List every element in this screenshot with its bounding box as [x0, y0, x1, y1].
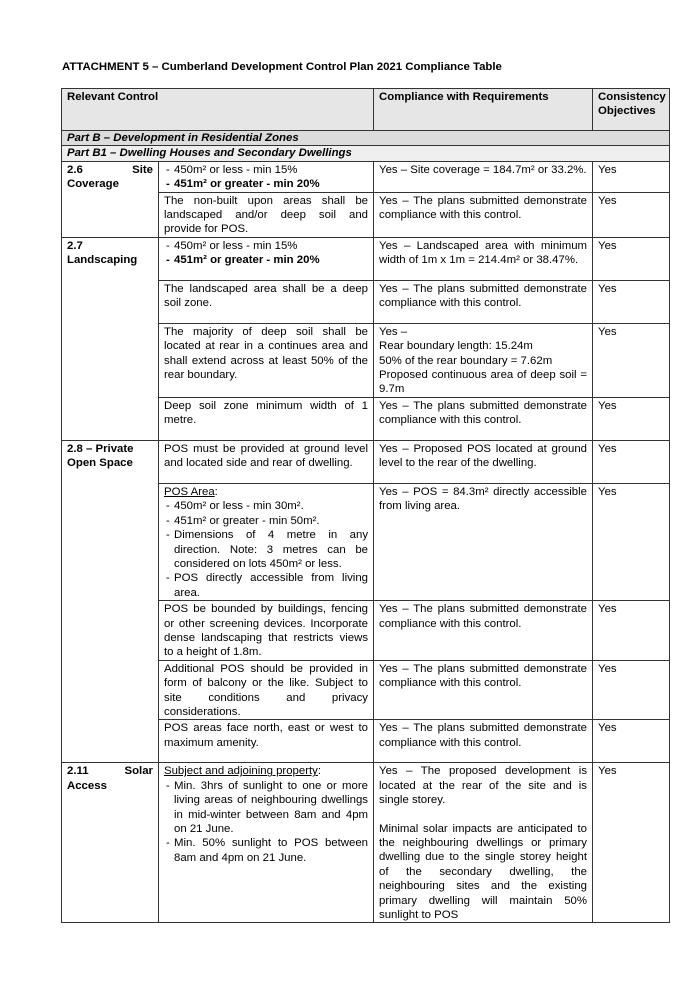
- consistency-cell: Yes: [593, 237, 670, 280]
- requirement-cell: [159, 237, 374, 280]
- compliance-paragraph: Minimal solar impacts are anticipated to the neighbouring dwellings or primary dwelling due to the single storey height of the secondary dwelling, the neighbouring sites and the existing primary dwelling will maintain 50% sunlight to POS: [379, 822, 588, 922]
- requirement-item: - 451m² or greater - min 20%: [164, 253, 368, 267]
- requirement-item: - 451m² or greater - min 20%: [164, 177, 368, 191]
- consistency-cell: Yes: [593, 660, 670, 720]
- compliance-cell: [374, 323, 593, 397]
- requirement-item: - 450m² or less - min 15%: [164, 239, 368, 253]
- control-name-line2: Access: [67, 779, 107, 792]
- compliance-cell: Yes – Site coverage = 184.7m² or 33.2%.: [374, 161, 593, 192]
- requirement-cell: The non-built upon areas shall be landscaped and/or deep soil and provide for POS.: [159, 192, 374, 237]
- table-row: [62, 763, 670, 923]
- compliance-cell: Yes – Proposed POS located at ground level to the rear of the dwelling.: [374, 440, 593, 483]
- section-title: Part B – Development in Residential Zones: [62, 131, 670, 146]
- compliance-table: [61, 88, 670, 923]
- control-name: Solar: [124, 765, 153, 778]
- consistency-cell: Yes: [593, 763, 670, 923]
- section-row: [62, 131, 670, 146]
- header-relevant-control: Relevant Control: [62, 89, 374, 131]
- header-compliance: Compliance with Requirements: [374, 89, 593, 131]
- table-row: [62, 440, 670, 483]
- requirement-cell: POS be bounded by buildings, fencing or other screening devices. Incorporate dense landscaping that restricts views to a height of 1.8m.: [159, 601, 374, 661]
- compliance-line: Rear boundary length: 15.24m: [379, 340, 533, 353]
- requirement-item: - Dimensions of 4 metre in any direction. Note: 3 metres can be considered on lots 450m² or less.: [164, 528, 368, 571]
- consistency-cell: Yes: [593, 161, 670, 192]
- compliance-line: 50% of the rear boundary = 7.62m: [379, 354, 553, 367]
- table-header-row: [62, 89, 670, 131]
- requirement-cell: Additional POS should be provided in form of balcony or the like. Subject to site conditions and privacy considerations.: [159, 660, 374, 720]
- control-landscaping: [62, 237, 159, 440]
- requirement-cell: POS Area: - 450m² or less - min 30m². - 451m² or greater - min 50m². - Dimensions of 4 metre in any direction. Note: 3 metres can be considered on lots 450m² or less. - POS directly accessible from living area.: [159, 483, 374, 600]
- control-private-open-space: [62, 440, 159, 763]
- compliance-line: Proposed continuous area of deep soil = 9.7m: [379, 369, 588, 396]
- requirement-heading: Subject and adjoining property: [164, 765, 318, 778]
- control-name: Landscaping: [67, 254, 138, 267]
- subsection-row: [62, 146, 670, 161]
- consistency-cell: Yes: [593, 720, 670, 763]
- compliance-cell: Yes – The plans submitted demonstrate compliance with this control.: [374, 192, 593, 237]
- control-solar-access: [62, 763, 159, 923]
- requirement-cell: POS areas face north, east or west to maximum amenity.: [159, 720, 374, 763]
- requirement-item: - Min. 50% sunlight to POS between 8am and 4pm on 21 June.: [164, 836, 368, 865]
- control-number: 2.8 – Private: [67, 442, 134, 455]
- compliance-paragraph: Yes – The proposed development is located at the rear of the site and is single storey.: [379, 765, 588, 807]
- compliance-cell: Yes – POS = 84.3m² directly accessible from living area.: [374, 483, 593, 600]
- control-name: Site: [132, 163, 153, 176]
- requirement-heading: POS Area: [164, 485, 215, 498]
- compliance-cell: [374, 763, 593, 923]
- control-site-coverage: [62, 161, 159, 237]
- control-number: 2.11: [67, 765, 89, 778]
- table-row: [62, 237, 670, 280]
- compliance-line: Yes –: [379, 325, 408, 338]
- requirement-cell: Deep soil zone minimum width of 1 metre.: [159, 397, 374, 440]
- table-row: [62, 161, 670, 192]
- header-consistency: Consistency Objectives: [593, 89, 670, 131]
- consistency-cell: Yes: [593, 601, 670, 661]
- control-name-line2: Coverage: [67, 178, 119, 191]
- requirement-item: - 450m² or less - min 15%: [164, 163, 368, 177]
- requirement-cell: The majority of deep soil shall be located at rear in a continues area and shall extend across at least 50% of the rear boundary.: [159, 323, 374, 397]
- requirement-cell: [159, 161, 374, 192]
- requirement-cell: POS must be provided at ground level and located side and rear of dwelling.: [159, 440, 374, 483]
- compliance-cell: Yes – The plans submitted demonstrate compliance with this control.: [374, 601, 593, 661]
- requirement-item: - 450m² or less - min 30m².: [164, 499, 368, 513]
- requirement-cell: The landscaped area shall be a deep soil zone.: [159, 280, 374, 323]
- consistency-cell: Yes: [593, 397, 670, 440]
- requirement-item: - 451m² or greater - min 50m².: [164, 514, 368, 528]
- consistency-cell: Yes: [593, 440, 670, 483]
- compliance-cell: Yes – Landscaped area with minimum width of 1m x 1m = 214.4m² or 38.47%.: [374, 237, 593, 280]
- consistency-cell: Yes: [593, 323, 670, 397]
- page-title: ATTACHMENT 5 – Cumberland Development Control Plan 2021 Compliance Table: [62, 61, 502, 73]
- requirement-cell: Subject and adjoining property: - Min. 3hrs of sunlight to one or more living areas of neighbouring dwellings in mid-winter between 8am and 4pm on 21 June. - Min. 50% sunlight to POS between 8am and 4pm on 21 June.: [159, 763, 374, 923]
- subsection-title: Part B1 – Dwelling Houses and Secondary Dwellings: [62, 146, 670, 161]
- consistency-cell: Yes: [593, 280, 670, 323]
- control-number: 2.7: [67, 239, 83, 252]
- requirement-item: - POS directly accessible from living area.: [164, 571, 368, 600]
- compliance-cell: Yes – The plans submitted demonstrate compliance with this control.: [374, 280, 593, 323]
- control-name: Open Space: [67, 457, 133, 470]
- requirement-item: - Min. 3hrs of sunlight to one or more living areas of neighbouring dwellings in mid-winter between 8am and 4pm on 21 June.: [164, 779, 368, 837]
- consistency-cell: Yes: [593, 483, 670, 600]
- consistency-cell: Yes: [593, 192, 670, 237]
- compliance-cell: Yes – The plans submitted demonstrate compliance with this control.: [374, 397, 593, 440]
- compliance-cell: Yes – The plans submitted demonstrate compliance with this control.: [374, 660, 593, 720]
- control-number: 2.6: [67, 163, 83, 176]
- compliance-cell: Yes – The plans submitted demonstrate compliance with this control.: [374, 720, 593, 763]
